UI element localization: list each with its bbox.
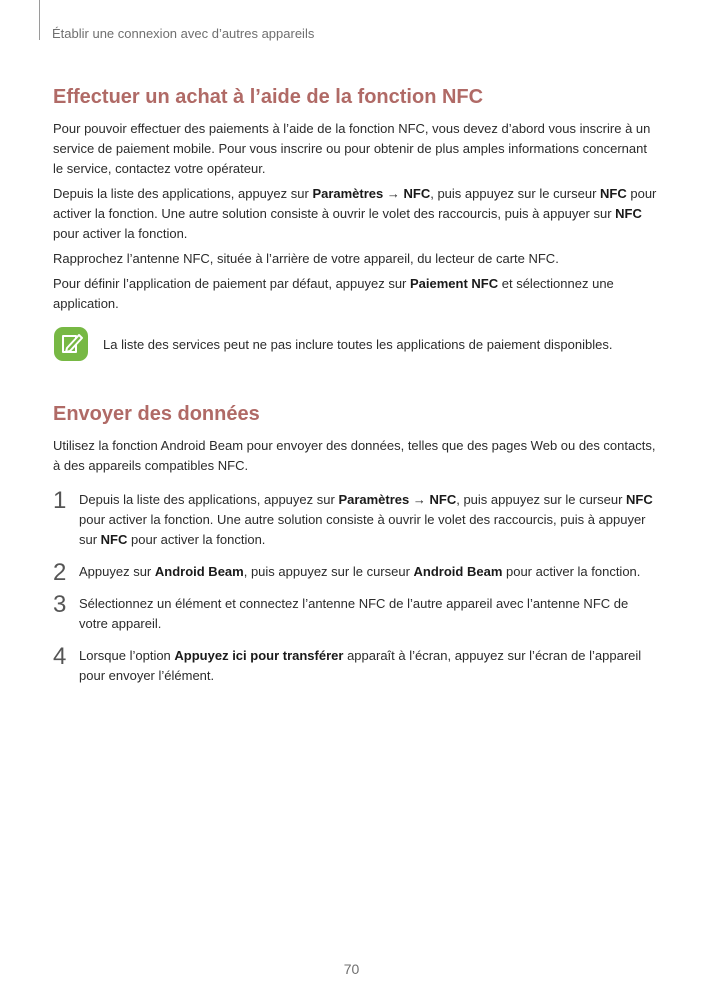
step-number: 2 <box>53 559 67 586</box>
note-pencil-icon <box>54 327 88 361</box>
steps-list <box>53 487 658 686</box>
step-item <box>53 591 658 634</box>
running-header: Établir une connexion avec d’autres appareils <box>52 26 315 41</box>
note-text: La liste des services peut ne pas inclure toutes les applications de paiement disponibles. <box>103 337 613 352</box>
step-text: Appuyez sur Android Beam, puis appuyez sur le curseur Android Beam pour activer la fonction. <box>79 564 641 579</box>
page-content <box>53 84 658 698</box>
step-text: Depuis la liste des applications, appuyez sur Paramètres → NFC, puis appuyez sur le curseur NFC pour activer la fonction. Une autre solution consiste à ouvrir le volet des raccourcis, puis à appuyer sur NFC pour activer la fonction. <box>79 492 653 547</box>
section-title-nfc-payment: Effectuer un achat à l’aide de la fonction NFC <box>53 86 484 108</box>
paragraph-android-beam-intro: Utilisez la fonction Android Beam pour envoyer des données, telles que des pages Web ou des contacts, à des appareils compatibles NFC. <box>53 438 656 473</box>
paragraph-nfc-intro: Pour pouvoir effectuer des paiements à l’aide de la fonction NFC, vous devez d’abord vous inscrire à un service de paiement mobile. Pour vous inscrire ou pour obtenir de plus amples informations concernant le service, contactez votre opérateur. <box>53 121 651 176</box>
step-number: 4 <box>53 643 67 670</box>
step-item <box>53 643 658 686</box>
step-number: 1 <box>53 487 67 514</box>
note-box <box>53 329 658 369</box>
header-rule <box>39 0 40 40</box>
page-number: 70 <box>343 961 360 977</box>
step-item <box>53 559 658 586</box>
section-title-send-data: Envoyer des données <box>53 403 260 425</box>
step-text: Sélectionnez un élément et connectez l’antenne NFC de l’autre appareil avec l’antenne NFC de votre appareil. <box>79 596 629 631</box>
step-item <box>53 487 658 550</box>
paragraph-nfc-default-app: Pour définir l’application de paiement par défaut, appuyez sur Paiement NFC et sélectionnez une application. <box>53 276 614 311</box>
paragraph-nfc-activate: Depuis la liste des applications, appuyez sur Paramètres → NFC, puis appuyez sur le curseur NFC pour activer la fonction. Une autre solution consiste à ouvrir le volet des raccourcis, puis à appuyer sur NFC pour activer la fonction. <box>53 186 657 241</box>
step-text: Lorsque l’option Appuyez ici pour transférer apparaît à l’écran, appuyez sur l’écran de l’appareil pour envoyer l’élément. <box>79 648 642 683</box>
paragraph-nfc-antenna: Rapprochez l’antenne NFC, située à l’arrière de votre appareil, du lecteur de carte NFC. <box>53 251 559 266</box>
step-number: 3 <box>53 591 67 618</box>
